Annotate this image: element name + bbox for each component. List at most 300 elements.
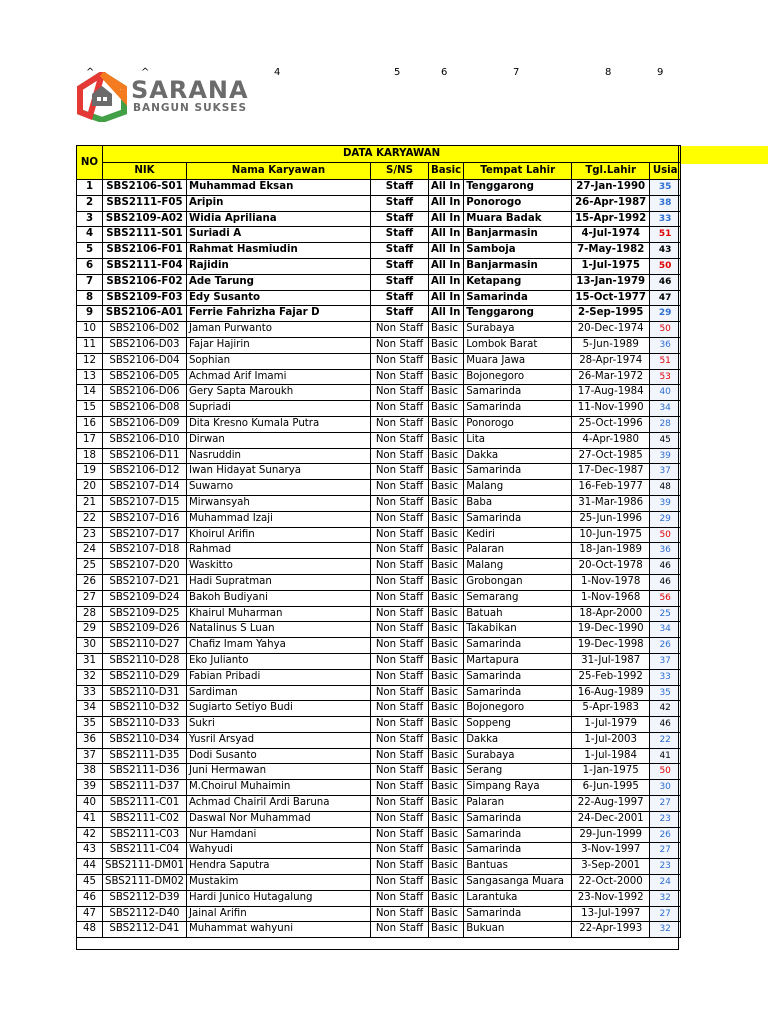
cell-sns: Non Staff — [370, 748, 428, 764]
employee-table — [76, 145, 681, 938]
header-nama: Nama Karyawan — [186, 163, 370, 180]
cell-nama: Nasruddin — [186, 448, 370, 464]
cell-tempat-lahir: Bantuas — [464, 859, 572, 875]
table-row — [77, 590, 681, 606]
cell-basic: Basic — [428, 480, 463, 496]
cell-basic: Basic — [428, 527, 463, 543]
cell-nik: SBS2109-D25 — [103, 606, 187, 622]
table-row — [77, 843, 681, 859]
table-row — [77, 717, 681, 733]
cell-sns: Non Staff — [370, 511, 428, 527]
cell-nik: SBS2110-D27 — [103, 638, 187, 654]
cell-tgl-lahir: 20-Dec-1974 — [572, 322, 650, 338]
cell-no: 15 — [77, 401, 103, 417]
cell-usia: 34 — [650, 401, 681, 417]
cell-tempat-lahir: Tenggarong — [464, 306, 572, 322]
table-row — [77, 890, 681, 906]
cell-basic: Basic — [428, 574, 463, 590]
cell-tgl-lahir: 19-Dec-1998 — [572, 638, 650, 654]
table-row — [77, 511, 681, 527]
cell-nama: Khairul Muharman — [186, 606, 370, 622]
cell-basic: Basic — [428, 322, 463, 338]
cell-nik: SBS2111-F05 — [103, 195, 187, 211]
cell-basic: Basic — [428, 732, 463, 748]
cell-tempat-lahir: Ponorogo — [464, 195, 572, 211]
cell-no: 32 — [77, 669, 103, 685]
cell-nama: Suriadi A — [186, 227, 370, 243]
cell-usia: 34 — [650, 622, 681, 638]
cell-sns: Staff — [370, 306, 428, 322]
cell-tgl-lahir: 1-Jul-1984 — [572, 748, 650, 764]
logo-subtitle: BANGUN SUKSES — [133, 102, 248, 114]
cell-tempat-lahir: Samarinda — [464, 464, 572, 480]
cell-tempat-lahir: Surabaya — [464, 748, 572, 764]
table-row — [77, 859, 681, 875]
cell-usia: 50 — [650, 322, 681, 338]
header-tgl-lahir: Tgl.Lahir — [572, 163, 650, 180]
column-number: 6 — [441, 67, 448, 78]
cell-nama: Fabian Pribadi — [186, 669, 370, 685]
cell-nama: Achmad Chairil Ardi Baruna — [186, 796, 370, 812]
cell-nik: SBS2112-D41 — [103, 922, 187, 938]
cell-no: 24 — [77, 543, 103, 559]
cell-nik: SBS2106-F01 — [103, 243, 187, 259]
cell-nik: SBS2111-C04 — [103, 843, 187, 859]
column-number: ^ — [86, 67, 95, 78]
header-tempat-lahir: Tempat Lahir — [464, 163, 572, 180]
cell-nama: Daswal Nor Muhammad — [186, 811, 370, 827]
cell-no: 9 — [77, 306, 103, 322]
cell-tempat-lahir: Palaran — [464, 543, 572, 559]
cell-nik: SBS2112-D40 — [103, 906, 187, 922]
cell-sns: Staff — [370, 211, 428, 227]
cell-basic: Basic — [428, 748, 463, 764]
cell-basic: Basic — [428, 764, 463, 780]
cell-nama: Hendra Saputra — [186, 859, 370, 875]
cell-usia: 53 — [650, 369, 681, 385]
cell-nama: Bakoh Budiyani — [186, 590, 370, 606]
cell-no: 2 — [77, 195, 103, 211]
cell-no: 10 — [77, 322, 103, 338]
cell-nik: SBS2111-D37 — [103, 780, 187, 796]
cell-tgl-lahir: 11-Nov-1990 — [572, 401, 650, 417]
cell-basic: Basic — [428, 827, 463, 843]
cell-no: 16 — [77, 416, 103, 432]
cell-tgl-lahir: 18-Apr-2000 — [572, 606, 650, 622]
cell-sns: Non Staff — [370, 448, 428, 464]
cell-sns: Staff — [370, 227, 428, 243]
cell-tempat-lahir: Samarinda — [464, 401, 572, 417]
cell-usia: 45 — [650, 432, 681, 448]
cell-tgl-lahir: 22-Apr-1993 — [572, 922, 650, 938]
header-nik: NIK — [103, 163, 187, 180]
cell-usia: 50 — [650, 764, 681, 780]
cell-usia: 32 — [650, 922, 681, 938]
cell-nik: SBS2107-D20 — [103, 559, 187, 575]
cell-nik: SBS2109-F03 — [103, 290, 187, 306]
cell-nik: SBS2111-S01 — [103, 227, 187, 243]
cell-tgl-lahir: 5-Jun-1989 — [572, 337, 650, 353]
cell-nama: Muhammat wahyuni — [186, 922, 370, 938]
cell-basic: Basic — [428, 843, 463, 859]
cell-sns: Non Staff — [370, 653, 428, 669]
table-row — [77, 811, 681, 827]
column-number: 4 — [274, 67, 281, 78]
cell-tgl-lahir: 16-Aug-1989 — [572, 685, 650, 701]
cell-no: 12 — [77, 353, 103, 369]
cell-no: 18 — [77, 448, 103, 464]
cell-usia: 40 — [650, 385, 681, 401]
cell-sns: Non Staff — [370, 638, 428, 654]
cell-usia: 29 — [650, 306, 681, 322]
cell-tgl-lahir: 28-Apr-1974 — [572, 353, 650, 369]
house-logo-icon — [76, 72, 128, 122]
cell-usia: 35 — [650, 685, 681, 701]
cell-tgl-lahir: 26-Mar-1972 — [572, 369, 650, 385]
cell-tgl-lahir: 26-Apr-1987 — [572, 195, 650, 211]
cell-nik: SBS2106-D04 — [103, 353, 187, 369]
cell-nama: Sophian — [186, 353, 370, 369]
cell-tgl-lahir: 22-Oct-2000 — [572, 875, 650, 891]
cell-nama: Supriadi — [186, 401, 370, 417]
cell-usia: 23 — [650, 811, 681, 827]
cell-usia: 46 — [650, 274, 681, 290]
cell-nik: SBS2106-D05 — [103, 369, 187, 385]
cell-tgl-lahir: 17-Dec-1987 — [572, 464, 650, 480]
cell-sns: Non Staff — [370, 717, 428, 733]
cell-nama: Hadi Supratman — [186, 574, 370, 590]
cell-no: 19 — [77, 464, 103, 480]
cell-basic: Basic — [428, 369, 463, 385]
cell-sns: Non Staff — [370, 495, 428, 511]
cell-no: 1 — [77, 180, 103, 196]
cell-nama: Dita Kresno Kumala Putra — [186, 416, 370, 432]
cell-nama: Suwarno — [186, 480, 370, 496]
cell-basic: Basic — [428, 653, 463, 669]
cell-no: 30 — [77, 638, 103, 654]
cell-tgl-lahir: 1-Nov-1978 — [572, 574, 650, 590]
cell-sns: Non Staff — [370, 416, 428, 432]
cell-basic: Basic — [428, 859, 463, 875]
cell-no: 20 — [77, 480, 103, 496]
cell-usia: 50 — [650, 258, 681, 274]
table-row — [77, 243, 681, 259]
table-row — [77, 495, 681, 511]
cell-no: 38 — [77, 764, 103, 780]
cell-usia: 39 — [650, 495, 681, 511]
cell-basic: Basic — [428, 685, 463, 701]
cell-usia: 33 — [650, 669, 681, 685]
cell-no: 36 — [77, 732, 103, 748]
cell-usia: 37 — [650, 464, 681, 480]
cell-no: 45 — [77, 875, 103, 891]
table-row — [77, 543, 681, 559]
cell-tgl-lahir: 16-Feb-1977 — [572, 480, 650, 496]
cell-sns: Non Staff — [370, 464, 428, 480]
cell-tempat-lahir: Bukuan — [464, 922, 572, 938]
cell-nik: SBS2111-DM02 — [103, 875, 187, 891]
cell-no: 8 — [77, 290, 103, 306]
cell-tempat-lahir: Palaran — [464, 796, 572, 812]
cell-usia: 43 — [650, 243, 681, 259]
cell-tgl-lahir: 15-Oct-1977 — [572, 290, 650, 306]
cell-basic: Basic — [428, 906, 463, 922]
cell-sns: Non Staff — [370, 796, 428, 812]
cell-nik: SBS2106-D09 — [103, 416, 187, 432]
cell-tgl-lahir: 7-May-1982 — [572, 243, 650, 259]
cell-tempat-lahir: Lombok Barat — [464, 337, 572, 353]
cell-no: 43 — [77, 843, 103, 859]
cell-nik: SBS2111-D36 — [103, 764, 187, 780]
header-highlight-extension — [679, 146, 768, 164]
cell-nama: Sugiarto Setiyo Budi — [186, 701, 370, 717]
table-row — [77, 875, 681, 891]
cell-tgl-lahir: 25-Oct-1996 — [572, 416, 650, 432]
cell-basic: Basic — [428, 796, 463, 812]
cell-basic: All In — [428, 180, 463, 196]
cell-usia: 46 — [650, 559, 681, 575]
cell-nik: SBS2106-D03 — [103, 337, 187, 353]
cell-tgl-lahir: 31-Jul-1987 — [572, 653, 650, 669]
cell-sns: Non Staff — [370, 622, 428, 638]
cell-tgl-lahir: 10-Jun-1975 — [572, 527, 650, 543]
cell-nama: Juni Hermawan — [186, 764, 370, 780]
table-row — [77, 180, 681, 196]
cell-nik: SBS2107-D16 — [103, 511, 187, 527]
cell-usia: 26 — [650, 827, 681, 843]
table-body — [77, 180, 681, 938]
header-data-karyawan: DATA KARYAWAN — [103, 146, 681, 163]
cell-nik: SBS2110-D33 — [103, 717, 187, 733]
cell-no: 26 — [77, 574, 103, 590]
cell-tempat-lahir: Samarinda — [464, 511, 572, 527]
cell-tgl-lahir: 1-Jul-1975 — [572, 258, 650, 274]
table-row — [77, 322, 681, 338]
cell-tgl-lahir: 29-Jun-1999 — [572, 827, 650, 843]
table-row — [77, 432, 681, 448]
cell-nama: Hardi Junico Hutagalung — [186, 890, 370, 906]
cell-nama: Jaman Purwanto — [186, 322, 370, 338]
cell-tgl-lahir: 22-Aug-1997 — [572, 796, 650, 812]
cell-tempat-lahir: Dakka — [464, 448, 572, 464]
table-row — [77, 780, 681, 796]
cell-usia: 47 — [650, 290, 681, 306]
cell-nama: Jainal Arifin — [186, 906, 370, 922]
cell-usia: 37 — [650, 653, 681, 669]
cell-usia: 51 — [650, 353, 681, 369]
cell-sns: Non Staff — [370, 669, 428, 685]
cell-nama: Eko Julianto — [186, 653, 370, 669]
cell-sns: Non Staff — [370, 590, 428, 606]
cell-no: 31 — [77, 653, 103, 669]
cell-tempat-lahir: Samboja — [464, 243, 572, 259]
cell-no: 22 — [77, 511, 103, 527]
cell-sns: Non Staff — [370, 322, 428, 338]
table-row — [77, 448, 681, 464]
cell-tgl-lahir: 19-Dec-1990 — [572, 622, 650, 638]
cell-tempat-lahir: Surabaya — [464, 322, 572, 338]
cell-sns: Non Staff — [370, 890, 428, 906]
cell-nik: SBS2111-C01 — [103, 796, 187, 812]
cell-nik: SBS2111-C02 — [103, 811, 187, 827]
cell-nama: Rahmad — [186, 543, 370, 559]
cell-tempat-lahir: Takabikan — [464, 622, 572, 638]
cell-sns: Non Staff — [370, 764, 428, 780]
cell-tgl-lahir: 17-Aug-1984 — [572, 385, 650, 401]
cell-nik: SBS2106-D08 — [103, 401, 187, 417]
cell-nik: SBS2106-D12 — [103, 464, 187, 480]
cell-nama: Nur Hamdani — [186, 827, 370, 843]
cell-sns: Staff — [370, 274, 428, 290]
cell-sns: Non Staff — [370, 859, 428, 875]
cell-sns: Non Staff — [370, 732, 428, 748]
logo-title: SARANA — [131, 76, 249, 104]
cell-sns: Non Staff — [370, 906, 428, 922]
cell-tgl-lahir: 1-Jul-2003 — [572, 732, 650, 748]
cell-sns: Staff — [370, 290, 428, 306]
cell-usia: 36 — [650, 337, 681, 353]
cell-no: 44 — [77, 859, 103, 875]
table-row — [77, 227, 681, 243]
cell-nama: Gery Sapta Maroukh — [186, 385, 370, 401]
cell-sns: Staff — [370, 180, 428, 196]
cell-tempat-lahir: Samarinda — [464, 906, 572, 922]
cell-tempat-lahir: Samarinda — [464, 669, 572, 685]
cell-tgl-lahir: 23-Nov-1992 — [572, 890, 650, 906]
cell-basic: Basic — [428, 606, 463, 622]
cell-sns: Non Staff — [370, 574, 428, 590]
cell-nik: SBS2107-D17 — [103, 527, 187, 543]
cell-tempat-lahir: Simpang Raya — [464, 780, 572, 796]
cell-tempat-lahir: Samarinda — [464, 827, 572, 843]
cell-tempat-lahir: Tenggarong — [464, 180, 572, 196]
cell-tgl-lahir: 25-Feb-1992 — [572, 669, 650, 685]
cell-sns: Non Staff — [370, 369, 428, 385]
table-row — [77, 290, 681, 306]
cell-tempat-lahir: Malang — [464, 480, 572, 496]
cell-basic: Basic — [428, 780, 463, 796]
cell-nik: SBS2110-D31 — [103, 685, 187, 701]
cell-nama: Mirwansyah — [186, 495, 370, 511]
cell-sns: Staff — [370, 195, 428, 211]
cell-basic: Basic — [428, 448, 463, 464]
column-number: 9 — [657, 67, 664, 78]
cell-sns: Non Staff — [370, 922, 428, 938]
cell-basic: All In — [428, 274, 463, 290]
cell-nik: SBS2106-F02 — [103, 274, 187, 290]
cell-nik: SBS2112-D39 — [103, 890, 187, 906]
table-row — [77, 827, 681, 843]
cell-basic: Basic — [428, 401, 463, 417]
cell-no: 35 — [77, 717, 103, 733]
cell-tempat-lahir: Batuah — [464, 606, 572, 622]
cell-basic: Basic — [428, 922, 463, 938]
cell-sns: Non Staff — [370, 780, 428, 796]
cell-usia: 48 — [650, 480, 681, 496]
cell-tgl-lahir: 6-Jun-1995 — [572, 780, 650, 796]
table-row — [77, 764, 681, 780]
cell-usia: 29 — [650, 511, 681, 527]
table-row — [77, 416, 681, 432]
cell-nama: Dirwan — [186, 432, 370, 448]
cell-nama: Widia Apriliana — [186, 211, 370, 227]
cell-basic: Basic — [428, 875, 463, 891]
cell-tgl-lahir: 25-Jun-1996 — [572, 511, 650, 527]
cell-no: 3 — [77, 211, 103, 227]
cell-no: 42 — [77, 827, 103, 843]
cell-sns: Non Staff — [370, 827, 428, 843]
cell-nama: Muhammad Izaji — [186, 511, 370, 527]
cell-usia: 33 — [650, 211, 681, 227]
table-row — [77, 353, 681, 369]
cell-nama: M.Choirul Muhaimin — [186, 780, 370, 796]
cell-nik: SBS2109-A02 — [103, 211, 187, 227]
cell-tgl-lahir: 1-Jul-1979 — [572, 717, 650, 733]
cell-usia: 51 — [650, 227, 681, 243]
cell-tempat-lahir: Baba — [464, 495, 572, 511]
cell-no: 13 — [77, 369, 103, 385]
cell-tempat-lahir: Semarang — [464, 590, 572, 606]
cell-basic: Basic — [428, 559, 463, 575]
cell-tempat-lahir: Samarinda — [464, 638, 572, 654]
cell-nama: Dodi Susanto — [186, 748, 370, 764]
table-row — [77, 606, 681, 622]
column-number: ^ — [141, 67, 150, 78]
cell-nama: Sardiman — [186, 685, 370, 701]
cell-nik: SBS2110-D32 — [103, 701, 187, 717]
table-row — [77, 732, 681, 748]
cell-sns: Non Staff — [370, 480, 428, 496]
cell-tgl-lahir: 1-Jan-1975 — [572, 764, 650, 780]
cell-nik: SBS2107-D21 — [103, 574, 187, 590]
cell-basic: Basic — [428, 638, 463, 654]
table-row — [77, 638, 681, 654]
cell-sns: Non Staff — [370, 401, 428, 417]
column-number: 7 — [513, 67, 520, 78]
cell-tempat-lahir: Ketapang — [464, 274, 572, 290]
cell-basic: All In — [428, 227, 463, 243]
cell-nik: SBS2111-D35 — [103, 748, 187, 764]
cell-tempat-lahir: Grobongan — [464, 574, 572, 590]
cell-nama: Natalinus S Luan — [186, 622, 370, 638]
cell-usia: 30 — [650, 780, 681, 796]
table-row — [77, 669, 681, 685]
cell-no: 5 — [77, 243, 103, 259]
cell-basic: Basic — [428, 669, 463, 685]
cell-usia: 56 — [650, 590, 681, 606]
cell-nik: SBS2109-D26 — [103, 622, 187, 638]
cell-tempat-lahir: Banjarmasin — [464, 258, 572, 274]
cell-nik: SBS2110-D29 — [103, 669, 187, 685]
cell-nik: SBS2109-D24 — [103, 590, 187, 606]
cell-tempat-lahir: Larantuka — [464, 890, 572, 906]
table-row — [77, 922, 681, 938]
cell-tempat-lahir: Samarinda — [464, 811, 572, 827]
cell-nik: SBS2111-DM01 — [103, 859, 187, 875]
cell-basic: Basic — [428, 511, 463, 527]
cell-tgl-lahir: 4-Apr-1980 — [572, 432, 650, 448]
table-row — [77, 195, 681, 211]
cell-tgl-lahir: 20-Oct-1978 — [572, 559, 650, 575]
cell-tempat-lahir: Lita — [464, 432, 572, 448]
cell-nama: Rahmat Hasmiudin — [186, 243, 370, 259]
cell-nik: SBS2106-D11 — [103, 448, 187, 464]
cell-usia: 41 — [650, 748, 681, 764]
cell-usia: 46 — [650, 717, 681, 733]
cell-usia: 23 — [650, 859, 681, 875]
table-row — [77, 274, 681, 290]
cell-nama: Khoirul Arifin — [186, 527, 370, 543]
